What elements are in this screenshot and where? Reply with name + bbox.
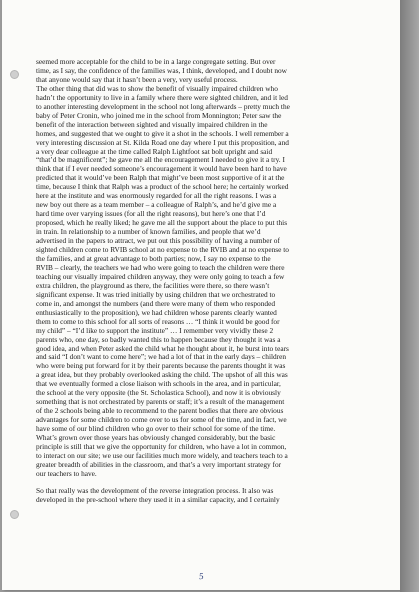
paragraph <box>36 58 388 479</box>
text-line: proposed, which he really liked; he gave me all the support about the place to put this <box>36 218 288 228</box>
text-line: greater breadth of abilities in the classroom, and that’s a very important strategy for <box>36 459 282 469</box>
text-line: very interesting discussion at St. Kilda Road one day where I put this proposition, and <box>36 137 289 147</box>
punch-hole <box>10 70 19 79</box>
text-line: the families, and at great advantage to both parties; now, I say no expense to the <box>36 253 271 263</box>
text-line: new boy out there as a team member – a colleague of Ralph’s, and he’d give me a <box>36 200 277 210</box>
text-line: in train. In relationship to a number of known families, and people that we’d <box>36 227 261 237</box>
text-line: the school at the very opposite (the St. Scholastica School), and now it is obviously <box>36 388 281 398</box>
text-line: our teachers to have. <box>36 468 97 478</box>
text-line: a very dear colleague at the time called Ralph Lightfoot sat bolt upright and said <box>36 146 273 156</box>
text-line: time, as I say, the confidence of the families was, I think, developed, and I doubt now <box>36 65 287 75</box>
text-line: and said “I don’t want to come here”; we had a lot of that in the early days – children <box>36 352 287 362</box>
text-line: think that if I ever needed someone’s encouragement it would have been hard to have <box>36 164 287 174</box>
text-line: something that is not orchestrated by parents or staff; it’s a result of the management <box>36 397 285 407</box>
text-line: enthusiastically to the proposition), we had children whose parents clearly wanted <box>36 307 277 317</box>
text-line: significant expense. It was tried initially by using children that we orchestrated to <box>36 289 276 299</box>
text-line: that anyone would say that it hasn’t been a very, very useful process. <box>36 74 238 84</box>
text-line: advantages for some children to come over to us for some of the time, and in fact, we <box>36 415 287 425</box>
text-line: “that’d be magnificent”; he gave me all the encouragement I needed to give it a try. I <box>36 155 285 165</box>
text-line: have some of our blind children who go over to their school for some of the time. <box>36 424 276 434</box>
text-line: advertised in the papers to attract, we put out this possibility of having a number of <box>36 236 280 246</box>
text-line: teaching our visually impaired children anyway, they were only going to teach a few <box>36 271 285 281</box>
document-page <box>2 0 400 590</box>
page-number: 5 <box>198 570 205 582</box>
text-line: homes, and suggested that we ought to give it a shot in the schools. I well remember a <box>36 128 289 138</box>
text-line: to interact on our site; we use our facilities much more widely, and teachers teach to a <box>36 450 288 460</box>
text-line: What’s grown over those years has obviously changed considerably, but the basic <box>36 433 276 443</box>
scan-edge <box>400 0 419 592</box>
text-line: hadn’t the opportunity to live in a family where there were sighted children, and it led <box>36 92 288 102</box>
text-line: The other thing that did was to show the benefit of visually impaired children who <box>36 83 278 93</box>
text-line: here at the institute and was enormously regarded for all the right reasons. I was a <box>36 191 277 201</box>
paragraph <box>36 487 388 505</box>
text-line: parents who, one day, so badly wanted this to happen because they thought it was a <box>36 334 281 344</box>
text-line: baby of Peter Cronin, who joined me in the school from Monnington; Peter saw the <box>36 110 282 120</box>
text-line: extra children, the playground as there, the facilities were there, so there wasn’t <box>36 280 270 290</box>
text-line: good idea, and when Peter asked the child what he thought about it, he burst into tears <box>36 343 289 353</box>
text-line: that we eventually formed a close liaison with schools in the area, and in particular, <box>36 379 281 389</box>
text-line: of the 2 schools being able to recommend to the parent bodies that there are obvious <box>36 406 284 416</box>
document-body <box>36 58 388 505</box>
text-line: time, because I think that Ralph was a product of the school here; he certainly worked <box>36 182 289 192</box>
text-line: come in, and amongst the numbers (and there were many of them who responded <box>36 298 276 308</box>
text-line: to another interesting development in the school not long afterwards – pretty much the <box>36 101 290 111</box>
text-line: who were being put forward for it by their parents because the parents thought it was <box>36 361 286 371</box>
punch-hole <box>10 510 19 519</box>
text-line: my child” – “I’d like to support the institute” … I remember very vividly these 2 <box>36 325 274 335</box>
text-line: benefit of the interaction between sighted and visually impaired children in the <box>36 119 268 129</box>
text-line: seemed more acceptable for the child to be in a large congregate setting. But over <box>36 57 276 66</box>
text-line: So that really was the development of the reverse integration process. It also was <box>36 486 274 496</box>
text-line: a great idea, but they probably overlooked asking the child. The upshot of all this was <box>36 370 288 380</box>
text-line: them to come to this school for all sorts of reasons … “I think it would be good for <box>36 316 280 326</box>
text-line: hard time over varying issues (for all the right reasons), but here’s one that I’d <box>36 209 266 219</box>
text-line: principle is still that we give the opportunity for children, who have a lot in common, <box>36 441 287 451</box>
text-line: developed in the pre-school where they used it in a similar capacity, and I certainly <box>36 495 280 505</box>
text-line: sighted children come to RVIB school at no expense to the RVIB and at no expense to <box>36 245 289 255</box>
text-line: RVIB – clearly, the teachers we had who were going to teach the children were there <box>36 262 285 272</box>
text-line: predicted that it would’ve been Ralph that might’ve been most supportive of it at the <box>36 173 285 183</box>
